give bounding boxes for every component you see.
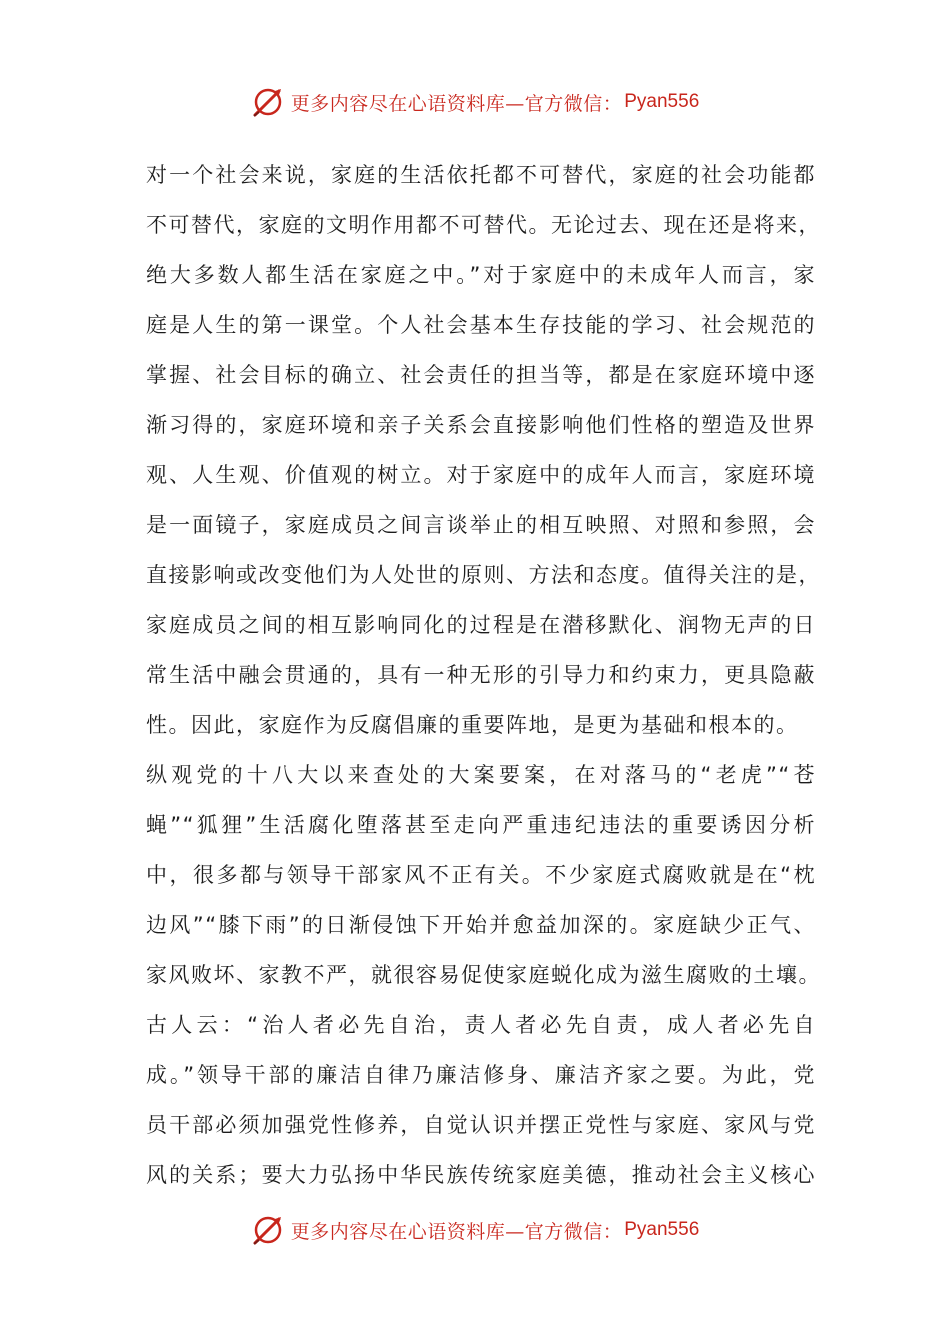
text-line: 性。因此，家庭作为反腐倡廉的重要阵地，是更为基础和根本的。: [146, 713, 799, 737]
header-text: 更多内容尽在心语资料库—官方微信：: [290, 92, 623, 115]
header-wechat-id: Pyan556: [624, 91, 700, 112]
pen-circle-logo-icon: [251, 85, 285, 119]
text-line: 直接影响或改变他们为人处世的原则、方法和态度。值得关注的是，: [146, 563, 821, 587]
footer-wechat-id: Pyan556: [624, 1219, 700, 1240]
text-line: 家庭成员之间的相互影响同化的过程是在潜移默化、润物无声的日: [146, 613, 816, 637]
page-footer: [0, 1210, 950, 1250]
text-line: 渐习得的，家庭环境和亲子关系会直接影响他们性格的塑造及世界: [146, 413, 816, 437]
text-line: 对一个社会来说，家庭的生活依托都不可替代，家庭的社会功能都: [146, 163, 816, 187]
text-line: 员干部必须加强党性修养，自觉认识并摆正党性与家庭、家风与党: [146, 1113, 816, 1137]
text-line: 古人云：“治人者必先自治，责人者必先自责，成人者必先自: [146, 1013, 816, 1037]
text-line: 常生活中融会贯通的，具有一种无形的引导力和约束力，更具隐蔽: [146, 663, 816, 687]
text-line: 是一面镜子，家庭成员之间言谈举止的相互映照、对照和参照，会: [146, 513, 816, 537]
text-line: 不可替代，家庭的文明作用都不可替代。无论过去、现在还是将来，: [146, 213, 821, 237]
text-line: 观、人生观、价值观的树立。对于家庭中的成年人而言，家庭环境: [146, 463, 816, 487]
text-line: 掌握、社会目标的确立、社会责任的担当等，都是在家庭环境中逐: [146, 363, 816, 387]
document-body: [146, 150, 821, 1200]
text-line: 纵观党的十八大以来查处的大案要案，在对落马的“老虎”“苍: [146, 763, 816, 787]
text-line: 中，很多都与领导干部家风不正有关。不少家庭式腐败就是在“枕: [146, 863, 816, 887]
page-header: [0, 82, 950, 122]
text-line: 庭是人生的第一课堂。个人社会基本生存技能的学习、社会规范的: [146, 313, 816, 337]
text-line: 边风”“膝下雨”的日渐侵蚀下开始并愈益加深的。家庭缺少正气、: [146, 913, 816, 937]
pen-circle-logo-icon: [251, 1213, 285, 1247]
text-line: 成。”领导干部的廉洁自律乃廉洁修身、廉洁齐家之要。为此，党: [146, 1063, 816, 1087]
text-line: 风的关系；要大力弘扬中华民族传统家庭美德，推动社会主义核心: [146, 1163, 816, 1187]
text-line: 蝇”“狐狸”生活腐化堕落甚至走向严重违纪违法的重要诱因分析: [146, 813, 816, 837]
text-line: 家风败坏、家教不严，就很容易促使家庭蜕化成为滋生腐败的土壤。: [146, 963, 821, 987]
text-line: 绝大多数人都生活在家庭之中。”对于家庭中的未成年人而言，家: [146, 263, 816, 287]
footer-text: 更多内容尽在心语资料库—官方微信：: [290, 1220, 623, 1243]
